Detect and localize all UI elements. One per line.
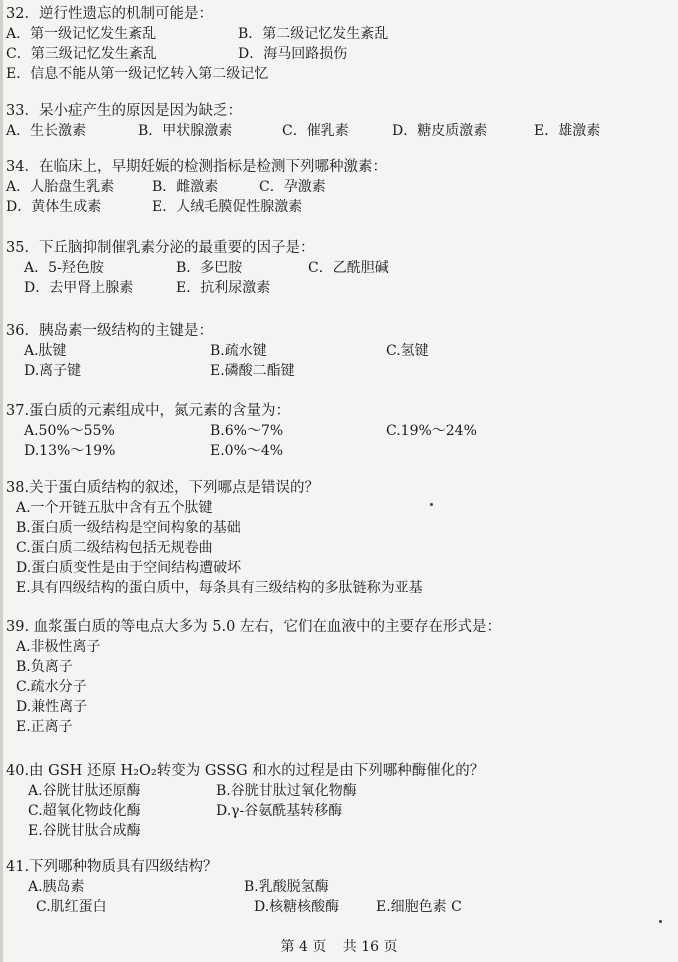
answer-option: D.核糖核酸酶 <box>254 899 340 915</box>
question-stem: 35．下丘脑抑制催乳素分泌的最重要的因子是： <box>6 240 315 256</box>
question-stem: 36．胰岛素一级结构的主键是： <box>6 323 213 339</box>
question-40 <box>6 761 671 841</box>
answer-option: E.谷胱甘肽合成酶 <box>28 823 141 839</box>
question-35 <box>6 238 671 298</box>
question-34 <box>6 157 671 217</box>
answer-option: C．孕激素 <box>259 179 326 195</box>
answer-option: E．人绒毛膜促性腺激素 <box>152 199 303 215</box>
question-38 <box>6 478 671 598</box>
question-stem: 32．逆行性遗忘的机制可能是： <box>6 6 213 22</box>
question-stem: 39. 血浆蛋白质的等电点大多为 5.0 左右，它们在血液中的主要存在形式是： <box>6 619 501 635</box>
answer-option: E.0%～4% <box>210 443 284 459</box>
option-row <box>6 677 671 697</box>
option-row <box>6 441 671 461</box>
answer-option: B.6%～7% <box>210 423 284 439</box>
question-36 <box>6 321 671 381</box>
question-stem: 33．呆小症产生的原因是因为缺乏： <box>6 103 242 119</box>
answer-option: D．海马回路损伤 <box>238 46 348 62</box>
answer-option: D.γ-谷氨酰基转移酶 <box>216 803 343 819</box>
option-row <box>6 121 671 141</box>
question-37 <box>6 401 671 461</box>
answer-option: E．抗利尿激素 <box>176 280 271 296</box>
question-stem: 40.由 GSH 还原 H₂O₂转变为 GSSG 和水的过程是由下列哪种酶催化的？ <box>6 763 485 779</box>
page-number: 第 4 页 <box>280 939 327 955</box>
option-row <box>6 518 671 538</box>
answer-option: A．人胎盘生乳素 <box>6 179 115 195</box>
option-row <box>6 801 671 821</box>
answer-option: B．甲状腺激素 <box>138 123 233 139</box>
option-row <box>6 538 671 558</box>
option-row <box>6 44 671 64</box>
option-row <box>6 197 671 217</box>
option-row <box>6 361 671 381</box>
page-footer <box>0 936 678 956</box>
answer-option: D.兼性离子 <box>16 699 88 715</box>
question-stem: 34．在临床上，早期妊娠的检测指标是检测下列哪种激素： <box>6 159 387 175</box>
answer-option: A.50%～55% <box>24 423 115 439</box>
option-row <box>6 421 671 441</box>
question-stem: 41.下列哪种物质具有四级结构？ <box>6 859 218 875</box>
scan-edge <box>0 0 3 962</box>
question-stem: 37.蛋白质的元素组成中，氮元素的含量为： <box>6 403 291 419</box>
scan-speck <box>659 920 662 923</box>
answer-option: A.胰岛素 <box>28 879 85 895</box>
answer-option: D.13%～19% <box>24 443 116 459</box>
answer-option: B.乳酸脱氢酶 <box>244 879 329 895</box>
answer-option: E.磷酸二酯键 <box>210 363 295 379</box>
option-row <box>6 558 671 578</box>
answer-option: C．乙酰胆碱 <box>308 260 389 276</box>
page-total: 共 16 页 <box>342 939 398 955</box>
answer-option: D．糖皮质激素 <box>392 123 488 139</box>
answer-option: D．黄体生成素 <box>6 199 102 215</box>
answer-option: C.19%～24% <box>386 423 477 439</box>
answer-option: B．雌激素 <box>152 179 219 195</box>
answer-option: C.氢键 <box>386 343 429 359</box>
option-row <box>6 781 671 801</box>
option-row <box>6 498 671 518</box>
option-row <box>6 821 671 841</box>
answer-option: E．雄激素 <box>534 123 601 139</box>
option-row <box>6 341 671 361</box>
answer-option: B.疏水键 <box>210 343 267 359</box>
option-row <box>6 64 671 84</box>
answer-option: C．催乳素 <box>282 123 349 139</box>
answer-option: A．第一级记忆发生紊乱 <box>6 26 157 42</box>
option-row <box>6 657 671 677</box>
option-row <box>6 697 671 717</box>
answer-option: E.具有四级结构的蛋白质中，每条具有三级结构的多肽链称为亚基 <box>16 580 423 596</box>
option-row <box>6 24 671 44</box>
option-row <box>6 897 671 917</box>
answer-option: B.负离子 <box>16 659 73 675</box>
question-stem: 38.关于蛋白质结构的叙述，下列哪点是错误的？ <box>6 480 320 496</box>
answer-option: E.细胞色素 C <box>376 899 462 915</box>
question-41 <box>6 857 671 917</box>
answer-option: D.蛋白质变性是由于空间结构遭破坏 <box>16 560 242 576</box>
answer-option: E．信息不能从第一级记忆转入第二级记忆 <box>6 66 269 82</box>
answer-option: C.蛋白质二级结构包括无规卷曲 <box>16 540 213 556</box>
option-row <box>6 258 671 278</box>
answer-option: A．生长激素 <box>6 123 87 139</box>
question-32 <box>6 4 671 84</box>
answer-option: A.一个开链五肽中含有五个肽键 <box>16 500 213 516</box>
option-row <box>6 278 671 298</box>
answer-option: A．5-羟色胺 <box>24 260 104 276</box>
answer-option: B.谷胱甘肽过氧化物酶 <box>216 783 357 799</box>
option-row <box>6 177 671 197</box>
answer-option: C.疏水分子 <box>16 679 87 695</box>
answer-option: C.超氧化物歧化酶 <box>28 803 141 819</box>
answer-option: E.正离子 <box>16 719 73 735</box>
question-39 <box>6 617 671 737</box>
answer-option: B.蛋白质一级结构是空间构象的基础 <box>16 520 241 536</box>
option-row <box>6 877 671 897</box>
answer-option: B．多巴胺 <box>176 260 243 276</box>
answer-option: C.肌红蛋白 <box>36 899 107 915</box>
answer-option: D．去甲肾上腺素 <box>24 280 134 296</box>
option-row <box>6 717 671 737</box>
answer-option: A.肽键 <box>24 343 67 359</box>
answer-option: A.谷胱甘肽还原酶 <box>28 783 141 799</box>
option-row <box>6 578 671 598</box>
answer-option: A.非极性离子 <box>16 639 101 655</box>
answer-option: B．第二级记忆发生紊乱 <box>238 26 389 42</box>
answer-option: C．第三级记忆发生紊乱 <box>6 46 157 62</box>
answer-option: D.离子键 <box>24 363 82 379</box>
option-row <box>6 637 671 657</box>
question-33 <box>6 101 671 141</box>
